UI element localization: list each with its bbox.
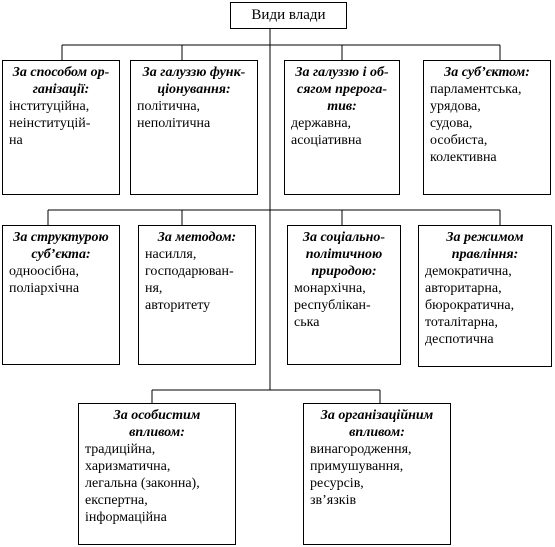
category-item: судова, bbox=[430, 116, 473, 131]
category-item: легальна (законна), bbox=[85, 476, 200, 491]
category-item: деспотична bbox=[425, 332, 494, 347]
category-item: авторитету bbox=[145, 298, 211, 313]
category-item: інформаційна bbox=[85, 510, 167, 525]
category-item: одноосібна, bbox=[9, 264, 79, 279]
category-item: зв’язків bbox=[310, 493, 357, 508]
category-item: бюрократична, bbox=[425, 298, 515, 313]
category-box-subject bbox=[423, 60, 551, 195]
category-heading: За суб’єктом: bbox=[444, 65, 530, 80]
category-items bbox=[143, 246, 251, 314]
category-items bbox=[428, 81, 546, 166]
category-item: ресурсів, bbox=[310, 476, 364, 491]
category-box-personal-influence bbox=[78, 403, 236, 545]
category-items bbox=[423, 263, 547, 348]
category-heading: За способом ор- ганізації: bbox=[12, 65, 110, 97]
category-heading: За режимом правління: bbox=[446, 230, 524, 262]
category-item: монархічна, bbox=[294, 281, 366, 296]
category-item: асоціативна bbox=[291, 133, 362, 148]
category-items bbox=[7, 98, 115, 149]
category-box-organizational-influence bbox=[303, 403, 451, 545]
category-item: колективна bbox=[430, 150, 497, 165]
category-item: неінституцій- bbox=[9, 116, 91, 131]
category-item: демократична, bbox=[425, 264, 512, 279]
category-heading: За особистим впливом: bbox=[113, 408, 201, 440]
category-items bbox=[308, 441, 446, 509]
category-box-subject-structure bbox=[2, 225, 120, 365]
category-items bbox=[135, 98, 253, 132]
category-heading: За галуззю і об- сягом прерога- тив: bbox=[295, 65, 389, 114]
category-item: експертна, bbox=[85, 493, 148, 508]
category-item: поліархічна bbox=[9, 281, 80, 296]
category-item: тоталітарна, bbox=[425, 315, 498, 330]
category-item: державна, bbox=[291, 116, 352, 131]
category-item: авторитарна, bbox=[425, 281, 502, 296]
category-items bbox=[83, 441, 231, 526]
category-item: урядова, bbox=[430, 99, 481, 114]
category-item: неполітична bbox=[137, 116, 211, 131]
category-heading: За організаційним впливом: bbox=[320, 408, 434, 440]
category-heading: За галуззю функ- ціонування: bbox=[142, 65, 246, 97]
category-box-regime bbox=[418, 225, 552, 367]
category-heading: За соціально- політичною природою: bbox=[302, 230, 386, 279]
category-item: ня, bbox=[145, 281, 163, 296]
category-heading: За структурою суб’єкта: bbox=[13, 230, 109, 262]
category-box-organization bbox=[2, 60, 120, 195]
category-box-functioning bbox=[130, 60, 258, 195]
category-heading: За методом: bbox=[157, 230, 237, 245]
category-items bbox=[289, 115, 395, 149]
category-items bbox=[7, 263, 115, 297]
category-items bbox=[292, 280, 396, 331]
category-item: харизматична, bbox=[85, 459, 171, 474]
category-item: примушування, bbox=[310, 459, 404, 474]
category-item: республікан- bbox=[294, 298, 371, 313]
category-item: на bbox=[9, 133, 23, 148]
category-box-socio-political bbox=[287, 225, 401, 365]
category-item: традиційна, bbox=[85, 442, 156, 457]
category-box-method bbox=[138, 225, 256, 365]
root-node: Види влади bbox=[230, 2, 347, 29]
category-item: винагородження, bbox=[310, 442, 412, 457]
category-item: ська bbox=[294, 315, 320, 330]
category-box-prerogatives bbox=[284, 60, 400, 195]
category-item: політична, bbox=[137, 99, 201, 114]
category-item: парламентська, bbox=[430, 82, 522, 97]
category-item: господарюван- bbox=[145, 264, 234, 279]
category-item: особиста, bbox=[430, 133, 488, 148]
category-item: інституційна, bbox=[9, 99, 90, 114]
category-item: насилля, bbox=[145, 247, 197, 262]
